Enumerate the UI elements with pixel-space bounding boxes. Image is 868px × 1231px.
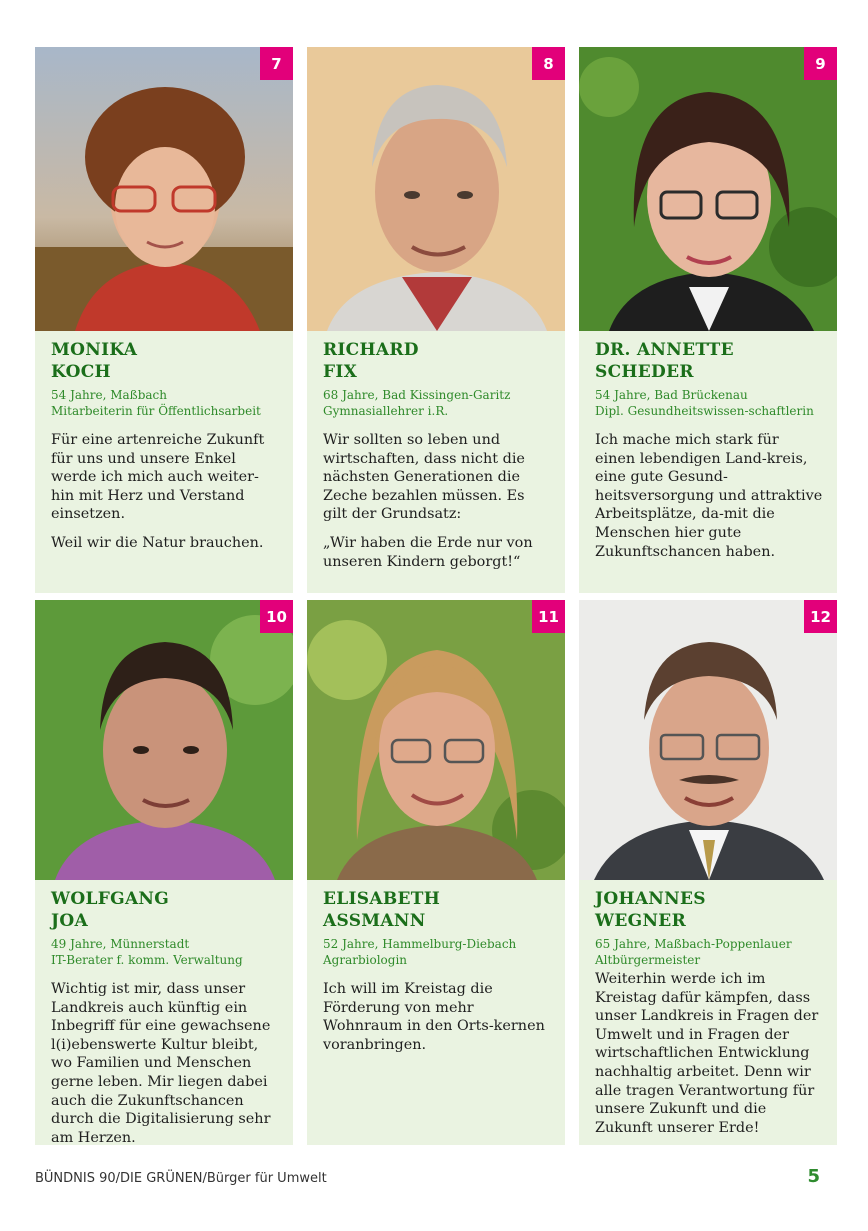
last-name: ASSMANN — [323, 911, 426, 931]
candidate-photo — [307, 47, 565, 331]
candidate-text — [307, 880, 565, 1064]
last-name: KOCH — [51, 362, 111, 382]
last-name: JOA — [51, 911, 88, 931]
candidate-name — [323, 888, 551, 932]
statement-paragraph: Ich mache mich stark für einen lebendigen Land-kreis, eine gute Gesund-heitsversorgung und attraktive Arbeitsplätze, da-mit die Menschen hier gute Zukunftschancen haben. — [595, 432, 823, 560]
candidate-text — [579, 880, 837, 1147]
list-number-badge: 9 — [804, 47, 837, 80]
first-name: ELISABETH — [323, 889, 441, 909]
last-name: FIX — [323, 362, 358, 382]
candidate-meta — [51, 936, 279, 968]
candidate-photo — [35, 47, 293, 331]
list-number-badge: 12 — [804, 600, 837, 633]
list-number-badge: 7 — [260, 47, 293, 80]
statement-paragraph: Ich will im Kreistag die Förderung von mehr Wohnraum in den Orts-kernen voranbringen. — [323, 981, 545, 1053]
candidate-text — [307, 331, 565, 581]
last-name: SCHEDER — [595, 362, 694, 382]
candidate-photo — [35, 600, 293, 880]
last-name: WEGNER — [595, 911, 686, 931]
first-name: JOHANNES — [595, 889, 706, 909]
candidate-name — [51, 339, 279, 383]
age-location: 49 Jahre, Münnerstadt — [51, 937, 190, 951]
candidate-text — [35, 880, 293, 1157]
profession: IT-Berater f. komm. Verwaltung — [51, 953, 243, 967]
candidate-name — [323, 339, 551, 383]
candidate-card-7 — [35, 47, 293, 593]
candidate-card-9 — [579, 47, 837, 593]
statement-paragraph: Wir sollten so leben und wirtschaften, dass nicht die nächsten Generationen die Zeche bezahlen müssen. Es gilt der Grundsatz: — [323, 432, 525, 523]
first-name: WOLFGANG — [51, 889, 170, 909]
candidate-card-11 — [307, 600, 565, 1145]
candidate-card-8 — [307, 47, 565, 593]
profession: Altbürgermeister — [595, 953, 701, 967]
profession: Agrarbiologin — [323, 953, 408, 967]
list-number-badge: 10 — [260, 600, 293, 633]
statement-paragraph: Wichtig ist mir, dass unser Landkreis auch künftig ein Inbegriff für eine gewachsene l(i)ebenswerte Kultur bleibt, wo Familien und Menschen gerne leben. Mir liegen dabei auch die Zukunftschancen durch die Digitalisierung sehr am Herzen. — [51, 981, 271, 1146]
candidate-photo — [579, 600, 837, 880]
candidate-text — [35, 331, 293, 563]
candidate-card-12 — [579, 600, 837, 1145]
profession: Gymnasiallehrer i.R. — [323, 404, 449, 418]
candidate-meta — [323, 936, 551, 968]
candidate-meta — [595, 387, 823, 419]
list-number-badge: 11 — [532, 600, 565, 633]
first-name: DR. ANNETTE — [595, 340, 734, 360]
page-number: 5 — [807, 1166, 820, 1187]
candidate-name — [51, 888, 279, 932]
statement-paragraph: Für eine artenreiche Zukunft für uns und unsere Enkel werde ich mich auch weiter-hin mit Herz und Verstand einsetzen. — [51, 432, 265, 523]
candidate-photo — [579, 47, 837, 331]
age-location: 54 Jahre, Maßbach — [51, 388, 167, 402]
candidate-photo — [307, 600, 565, 880]
profession: Mitarbeiterin für Öffentlichsarbeit — [51, 404, 261, 418]
profession: Dipl. Gesundheitswissen-schaftlerin — [595, 404, 814, 418]
age-location: 52 Jahre, Hammelburg-Diebach — [323, 937, 517, 951]
age-location: 68 Jahre, Bad Kissingen-Garitz — [323, 388, 511, 402]
age-location: 54 Jahre, Bad Brückenau — [595, 388, 748, 402]
candidate-meta — [595, 936, 823, 968]
candidate-name — [595, 339, 823, 383]
candidate-name — [595, 888, 823, 932]
candidate-card-10 — [35, 600, 293, 1145]
first-name: MONIKA — [51, 340, 138, 360]
age-location: 65 Jahre, Maßbach-Poppenlauer — [595, 937, 792, 951]
statement-paragraph: Weil wir die Natur brauchen. — [51, 534, 264, 551]
candidate-text — [579, 331, 837, 571]
footer-party-name: BÜNDNIS 90/DIE GRÜNEN/Bürger für Umwelt — [35, 1171, 327, 1186]
list-number-badge: 8 — [532, 47, 565, 80]
candidate-meta — [51, 387, 279, 419]
candidate-meta — [323, 387, 551, 419]
statement-paragraph: Weiterhin werde ich im Kreistag dafür kämpfen, dass unser Landkreis in Fragen der Umwelt und in Fragen der wirtschaftlichen Entwicklung nachhaltig arbeitet. Denn wir alle tragen Verantwortung für unsere Zukunft und die Zukunft unserer Erde! — [595, 971, 819, 1136]
first-name: RICHARD — [323, 340, 419, 360]
statement-paragraph: „Wir haben die Erde nur von unseren Kindern geborgt!“ — [323, 534, 533, 570]
